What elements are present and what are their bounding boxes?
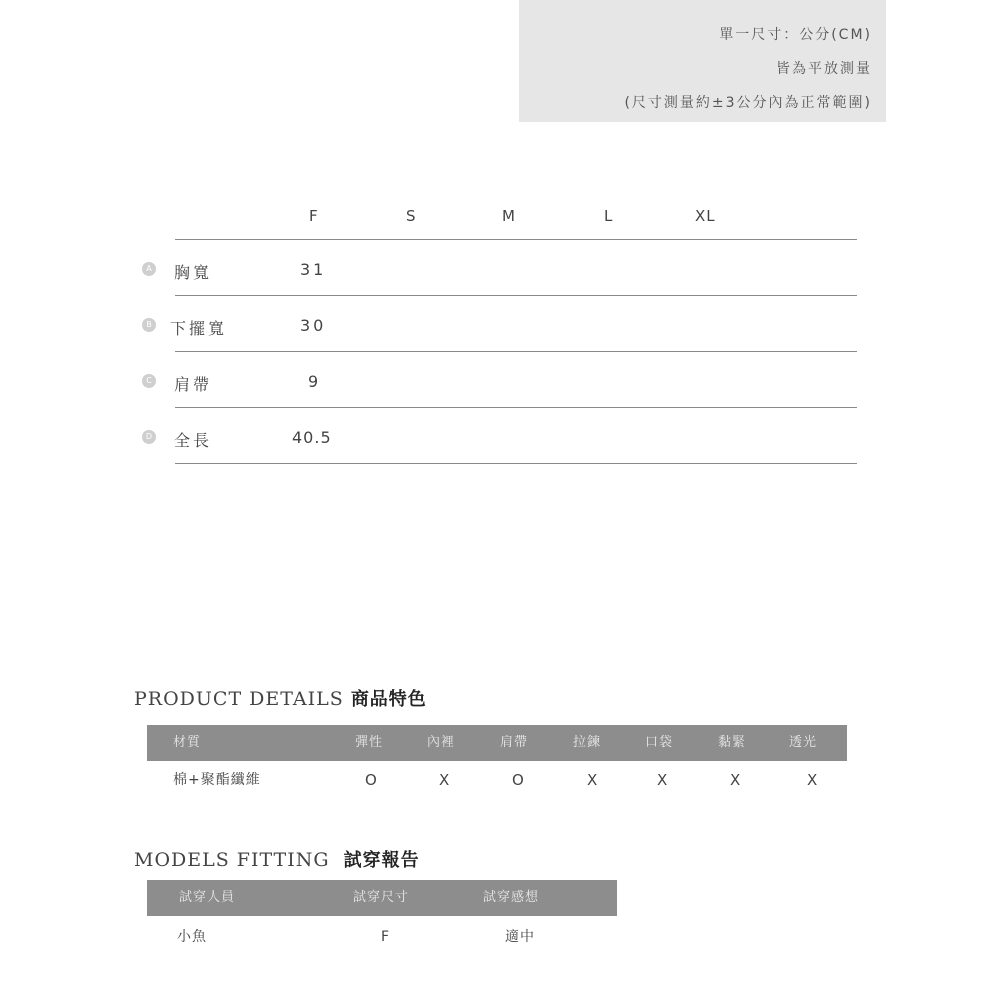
fitting-value-model: 小魚: [177, 929, 207, 945]
models-fitting-title-en: MODELS FITTING: [134, 849, 330, 871]
product-header-pocket: 口袋: [645, 735, 674, 750]
models-fitting-header-bar: [147, 880, 617, 916]
size-table-divider: [175, 351, 857, 352]
unit-note-line1: 單一尺寸：公分(CM): [719, 27, 872, 43]
product-details-title-en: PRODUCT DETAILS: [134, 688, 344, 710]
product-value-material: 棉+聚酯纖維: [173, 772, 261, 788]
size-header-f: F: [309, 207, 319, 225]
product-value-strap: O: [512, 771, 525, 789]
size-row-label: 下擺寬: [170, 319, 228, 338]
marker-d-icon: D: [142, 430, 156, 444]
product-details-title-zh: 商品特色: [350, 689, 427, 710]
unit-note: [519, 0, 886, 122]
size-header-s: S: [406, 207, 417, 225]
size-row-length: [138, 418, 858, 474]
marker-b-icon: B: [142, 318, 156, 332]
size-table-divider: [175, 463, 857, 464]
size-row-chest: [138, 250, 858, 306]
size-row-value: 9: [308, 372, 322, 391]
size-row-label: 肩帶: [174, 375, 213, 394]
product-header-tight: 黏緊: [718, 735, 747, 750]
product-value-pocket: X: [657, 771, 669, 789]
size-table-divider: [175, 295, 857, 296]
unit-note-line2: 皆為平放測量: [776, 61, 872, 77]
product-header-material: 材質: [173, 735, 202, 750]
product-header-elasticity: 彈性: [355, 735, 384, 750]
size-row-hem: [138, 306, 858, 362]
fitting-header-size: 試穿尺寸: [353, 890, 410, 905]
size-row-strap: [138, 362, 858, 418]
product-details-row: [147, 767, 847, 793]
fitting-value-size: F: [381, 929, 391, 945]
fitting-header-model: 試穿人員: [179, 890, 236, 905]
product-header-lining: 內裡: [427, 735, 456, 750]
product-details-title: [134, 685, 427, 711]
size-row-value: 30: [300, 316, 327, 335]
product-header-strap: 肩帶: [500, 735, 529, 750]
size-row-label: 全長: [174, 431, 213, 450]
size-table-divider: [175, 239, 857, 240]
size-table-divider: [175, 407, 857, 408]
size-row-label: 胸寬: [174, 263, 213, 282]
size-row-value: 40.5: [292, 428, 332, 447]
fitting-header-feedback: 試穿感想: [483, 890, 540, 905]
unit-note-line3: (尺寸測量約±3公分內為正常範圍): [624, 95, 872, 111]
product-header-zipper: 拉鍊: [573, 735, 602, 750]
product-value-lining: X: [439, 771, 451, 789]
models-fitting-row: [147, 924, 617, 950]
product-value-sheer: X: [807, 771, 819, 789]
size-header-xl: XL: [695, 207, 716, 225]
marker-a-icon: A: [142, 262, 156, 276]
product-header-sheer: 透光: [789, 735, 818, 750]
size-header-l: L: [604, 207, 614, 225]
marker-c-icon: C: [142, 374, 156, 388]
product-value-tight: X: [730, 771, 742, 789]
product-value-elasticity: O: [365, 771, 378, 789]
size-row-value: 31: [300, 260, 327, 279]
models-fitting-title: [134, 846, 420, 872]
product-value-zipper: X: [587, 771, 599, 789]
fitting-value-feedback: 適中: [505, 929, 535, 945]
models-fitting-title-zh: 試穿報告: [343, 850, 420, 871]
size-header-m: M: [502, 207, 516, 225]
product-details-header-bar: [147, 725, 847, 761]
